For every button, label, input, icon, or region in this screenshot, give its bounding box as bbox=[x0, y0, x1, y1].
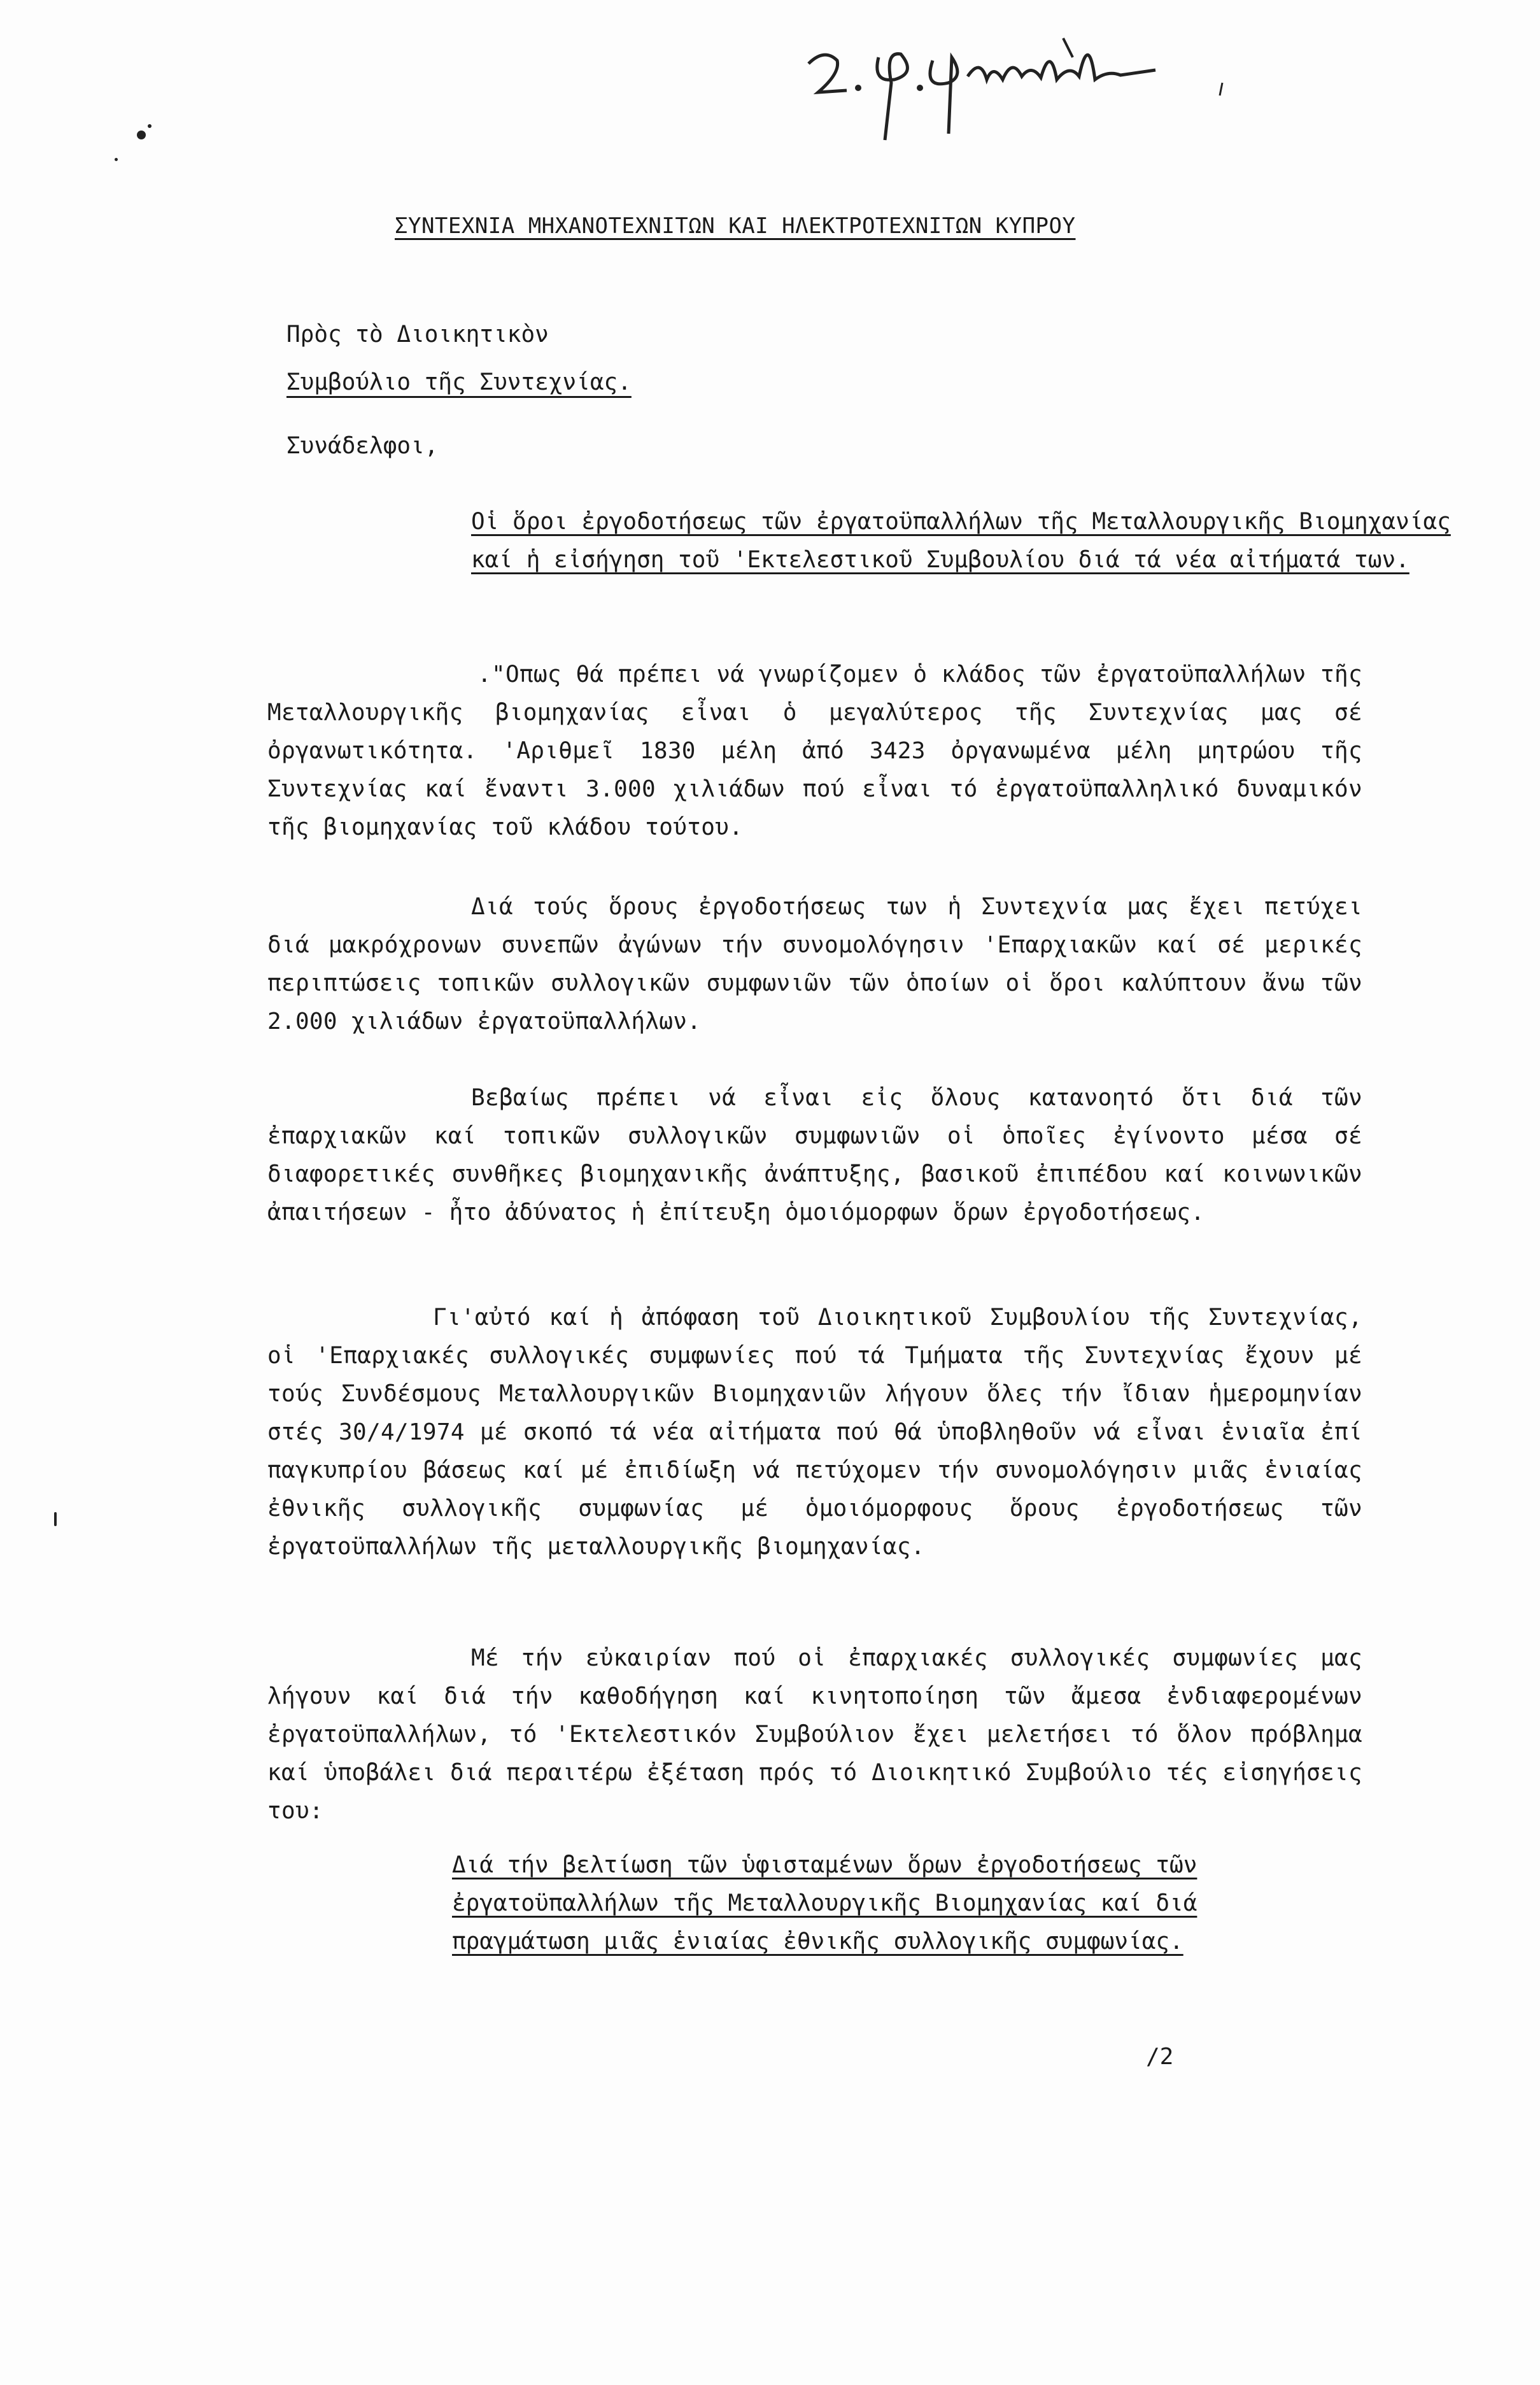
recommendation-heading: Διά τήν βελτίωση τῶν ὑφισταμένων ὅρων ἐργοδοτήσεως τῶν ἐργατοϋπαλλήλων τῆς Μεταλλουργικῆς Βιομηχανίας καί διά πραγμάτωση μιᾶς ἑνιαίας ἐθνικῆς συλλογικῆς συμφωνίας. bbox=[452, 1852, 1197, 1955]
handwritten-signature bbox=[789, 19, 1235, 146]
addressee-line-2: Συμβούλιο τῆς Συντεχνίας. bbox=[286, 369, 632, 395]
scan-speck bbox=[115, 158, 118, 161]
subject-line: Οἱ ὅροι ἐργοδοτήσεως τῶν ἐργατοϋπαλλήλων τῆς Μεταλλουργικῆς Βιομηχανίας καί ἡ εἰσήγηση τοῦ 'Εκτελεστικοῦ Συμβουλίου διά τά νέα αἰτήματά των. bbox=[471, 509, 1451, 573]
body-paragraph-1: ."Οπως θά πρέπει νά γνωρίζομεν ὁ κλάδος τῶν ἐργατοϋπαλλήλων τῆς Μεταλλουργικῆς βιομηχανίας εἶναι ὁ μεγαλύτερος τῆς Συντεχνίας μας σέ ὀργανωτικότητα. 'Αριθμεῖ 1830 μέλη ἀπό 3423 ὀργανωμένα μέλη μητρώου τῆς Συντεχνίας καί ἔναντι 3.000 χιλιάδων πού εἶναι τό ἐργατοϋπαλληλικό δυναμικόν τῆς βιομηχανίας τοῦ κλάδου τούτου. bbox=[267, 662, 1362, 840]
scan-speck bbox=[54, 1512, 57, 1526]
organization-title: ΣΥΝΤΕΧΝΙΑ ΜΗΧΑΝΟΤΕΧΝΙΤΩΝ ΚΑΙ ΗΛΕΚΤΡΟΤΕΧΝΙΤΩΝ ΚΥΠΡΟΥ bbox=[395, 213, 1076, 239]
body-paragraph-3: Βεβαίως πρέπει νά εἶναι εἰς ὅλους κατανοητό ὅτι διά τῶν ἐπαρχιακῶν καί τοπικῶν συλλογικῶν συμφωνιῶν οἱ ὁποῖες ἐγίνοντο μέσα σέ διαφορετικές συνθῆκες βιομηχανικῆς ἀνάπτυξης, βασικοῦ ἐπιπέδου καί κοινωνικῶν ἀπαιτήσεων - ἦτο ἀδύνατος ἡ ἐπίτευξη ὁμοιόμορφων ὅρων ἐργοδοτήσεως. bbox=[267, 1085, 1362, 1226]
page-number: /2 bbox=[1146, 2044, 1174, 2070]
body-paragraph-5: Μέ τήν εὐκαιρίαν πού οἱ ἐπαρχιακές συλλογικές συμφωνίες μας λήγουν καί διά τήν καθοδήγηση καί κινητοποίηση τῶν ἄμεσα ἐνδιαφερομένων ἐργατοϋπαλλήλων, τό 'Εκτελεστικόν Συμβούλιον ἔχει μελετήσει τό ὅλον πρόβλημα καί ὑποβάλει διά περαιτέρω ἐξέταση πρός τό Διοικητικό Συμβούλιο τές εἰσηγήσεις του: bbox=[267, 1645, 1362, 1824]
scan-speck bbox=[148, 124, 152, 128]
scan-speck bbox=[137, 131, 146, 139]
body-paragraph-2: Διά τούς ὅρους ἐργοδοτήσεως των ἡ Συντεχνία μας ἔχει πετύχει διά μακρόχρονων συνεπῶν ἀγώνων τήν συνομολόγησιν 'Επαρχιακῶν καί σέ μερικές περιπτώσεις τοπικῶν συλλογικῶν συμφωνιῶν τῶν ὁποίων οἱ ὅροι καλύπτουν ἄνω τῶν 2.000 χιλιάδων ἐργατοϋπαλλήλων. bbox=[267, 894, 1362, 1035]
addressee-line-1: Πρὸς τὸ Διοικητικὸν bbox=[286, 322, 549, 348]
body-paragraph-4: Γι'αὐτό καί ἡ ἀπόφαση τοῦ Διοικητικοῦ Συμβουλίου τῆς Συντεχνίας, οἱ 'Επαρχιακές συλλογικές συμφωνίες πού τά Τμήματα τῆς Συντεχνίας ἔχουν μέ τούς Συνδέσμους Μεταλλουργικῶν Βιομηχανιῶν λήγουν ὅλες τήν ἴδιαν ἡμερομηνίαν στές 30/4/1974 μέ σκοπό τά νέα αἰτήματα πού θά ὑποβληθοῦν νά εἶναι ἑνιαῖα ἐπί παγκυπρίου βάσεως καί μέ ἐπιδίωξη νά πετύχομεν τήν συνομολόγησιν μιᾶς ἑνιαίας ἐθνικῆς συλλογικῆς συμφωνίας μέ ὁμοιόμορφους ὅρους ἐργοδοτήσεως τῶν ἐργατοϋπαλλήλων τῆς μεταλλουργικῆς βιομηχανίας. bbox=[267, 1305, 1362, 1560]
greeting: Συνάδελφοι, bbox=[286, 433, 439, 459]
